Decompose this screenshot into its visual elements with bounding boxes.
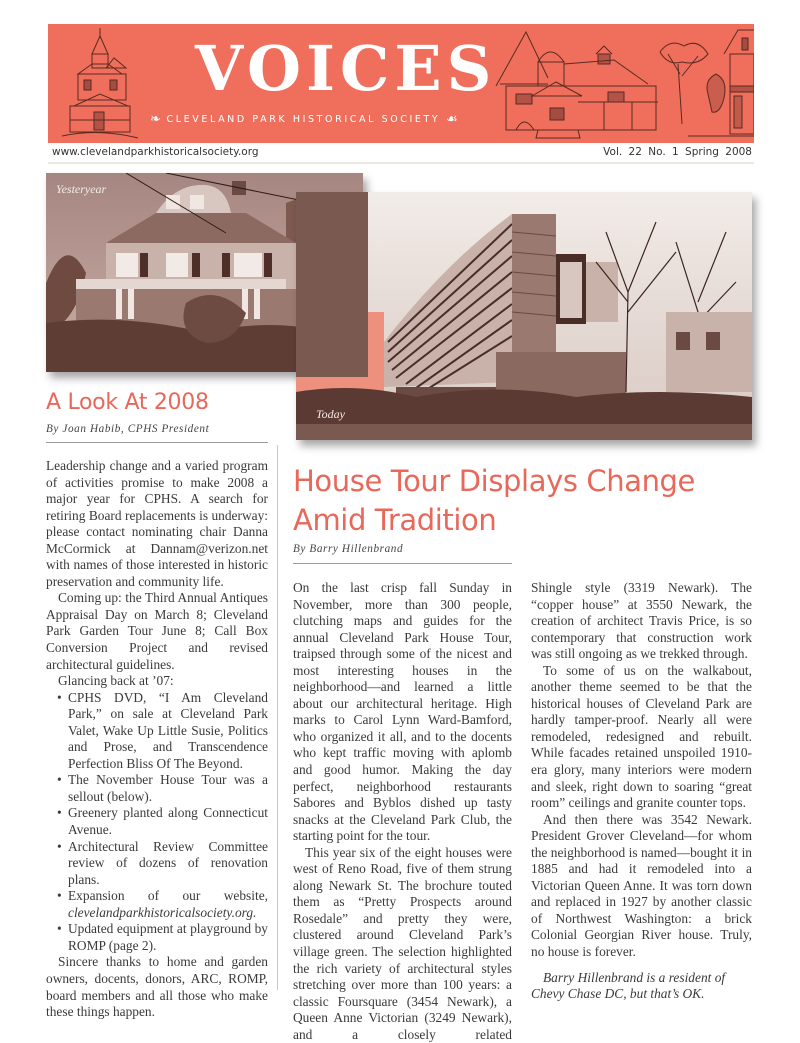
header-divider	[48, 162, 754, 164]
masthead-banner	[48, 24, 754, 143]
house-tour-byline: By Barry Hillenbrand	[293, 543, 404, 555]
look-article-title: A Look At 2008	[46, 390, 209, 415]
house-tour-paragraph: On the last crisp fall Sunday in November, more than 300 people, clutching maps and guides for the annual Cleveland Park House Tour, traipsed through some of the nicest and most interesting houses in the neighborhood—and learned a little about our architectural heritage. High marks to Carol Lynn Ward-Bamford, who organized it all, and to the docents who kept traffic moving with aplomb and good humor. Making the day perfect, neighborhood restaurants Sabores and Byblos dished up tasty snacks at the Cleveland Park Club, the starting point for the tour.	[293, 580, 512, 844]
look-bullet-list	[46, 690, 268, 955]
bullet-item: • The November House Tour was a sellout (below).	[68, 772, 268, 805]
photo-today	[296, 192, 752, 440]
column-divider	[277, 445, 278, 990]
house-tour-paragraph: This year six of the eight houses were west of Reno Road, five of them strung along Newark St. The brochure touted them as “Pretty Prospects around Rosedale” and pretty they were, clustered around Cleveland Park’s village green. The selection highlighted the rich variety of architectural styles stretching over more than 100 years: a classic Foursquare (3454 Newark), a Queen Anne Victorian (3249 Newark), and a closely related	[293, 844, 512, 1042]
house-tour-title: House Tour Displays Change Amid Tradition	[293, 464, 696, 537]
bullet-item: • Updated equipment at playground by ROMP (page 2).	[68, 921, 268, 954]
website-link[interactable]: clevelandparkhistoricalsociety.org.	[68, 904, 257, 920]
house-tour-paragraph: To some of us on the walkabout, another theme seemed to be that the historical houses of Cleveland Park are hardly tamper-proof. Nearly all were remodeled, redesigned and rebuilt. While facades retained unspoiled 1910-era glory, many interiors were modern and sleek, right down to soaring “great room” ceilings and granite counter tops.	[531, 662, 752, 811]
bullet-item-text: Expansion of our website,	[68, 888, 268, 904]
house-tour-paragraph: Shingle style (3319 Newark). The “copper house” at 3550 Newark, the creation of architect Travis Price, is so contemporary that construction work was still ongoing as we trekked through.	[531, 580, 752, 662]
author-note: Barry Hillenbrand is a resident of Chevy Chase DC, but that’s OK.	[531, 969, 726, 1002]
look-article-byline: By Joan Habib, CPHS President	[46, 423, 210, 435]
ornament-left-icon: ❧	[150, 112, 161, 127]
bullet-item: • CPHS DVD, “I Am Cleveland Park,” on sale at Cleveland Park Valet, Wake Up Little Susie, Politics and Prose, and Transcendence Perfection Bliss Of The Beyond.	[68, 690, 268, 773]
bullet-item	[68, 888, 268, 921]
website-url[interactable]: www.clevelandparkhistoricalsociety.org	[52, 146, 259, 158]
look-article-rule	[46, 442, 268, 443]
queen-anne-house-drawing	[496, 32, 658, 138]
house-tour-paragraph: And then there was 3542 Newark. President Grover Cleveland—for whom the neighborhood is named—bought it in 1885 and had it remodeled into a Victorian Queen Anne. It was torn down and replaced in 1927 by another classic of Northwest Washington: a brick Colonial Georgian River house. Truly, no house is forever.	[531, 811, 752, 960]
society-name	[150, 112, 458, 127]
house-tour-body-column-1	[293, 580, 512, 1043]
look-closing: Sincere thanks to home and garden owners, docents, donors, ARC, ROMP, board members and all those who make these things happen.	[46, 954, 268, 1020]
caption-today: Today	[316, 407, 345, 421]
look-paragraph: Glancing back at ’07:	[58, 673, 174, 689]
ornament-right-icon: ☙	[445, 112, 458, 127]
look-paragraph: Coming up: the Third Annual Antiques Appraisal Day on March 8; Cleveland Park Garden Tour June 8; Call Box Conversion Project and revised architectural guidelines.	[46, 590, 268, 672]
society-name-text: CLEVELAND PARK HISTORICAL SOCIETY	[166, 114, 441, 125]
today-modern-house-image	[296, 192, 752, 440]
house-tour-rule	[293, 563, 512, 564]
look-paragraph: Leadership change and a varied program of activities promise to make 2008 a major year for CPHS. A search for retiring Board replacements is underway: please contact nominating chair Danna McCormick at Dannam@verizon.net with names of those interested in historic preservation and community life.	[46, 458, 268, 589]
victorian-tower-house-drawing	[62, 28, 138, 138]
house-tour-body-column-2	[531, 580, 752, 1003]
tree-drawing	[660, 43, 708, 124]
bullet-item: • Architectural Review Committee review of dozens of renovation plans.	[68, 839, 268, 889]
masthead-title: VOICES	[195, 32, 497, 105]
look-article-body	[46, 458, 268, 1021]
storefront-drawing	[688, 30, 754, 136]
caption-yesteryear: Yesteryear	[56, 182, 107, 196]
issue-number: Vol. 22 No. 1 Spring 2008	[603, 146, 752, 158]
issue-info-row	[52, 145, 752, 161]
bullet-item: • Greenery planted along Connecticut Avenue.	[68, 805, 268, 838]
